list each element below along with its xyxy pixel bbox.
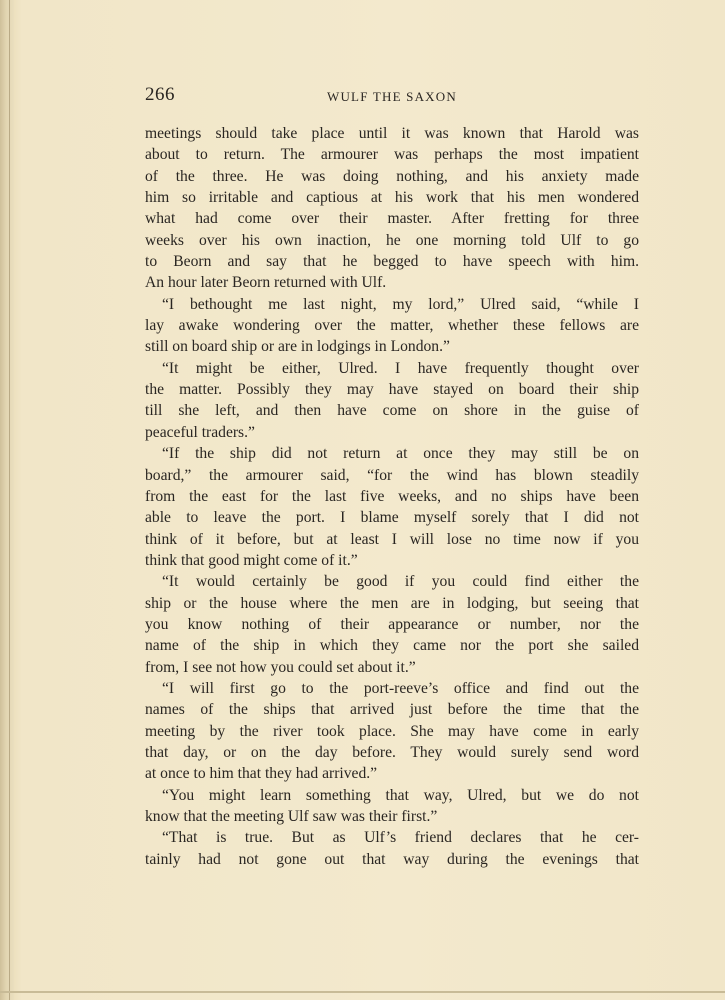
text-line: about to return. The armourer was perhaps the most impatient (145, 146, 639, 164)
text-line: still on board ship or are in lodgings in London.” (145, 338, 450, 356)
text-line: the matter. Possibly they may have stayed on board their ship (145, 381, 639, 399)
text-line: from the east for the last five weeks, and no ships have been (145, 487, 639, 505)
text-line: from, I see not how you could set about it.” (145, 658, 416, 676)
text-line: of the three. He was doing nothing, and his anxiety made (145, 167, 639, 185)
text-line: think that good might come of it.” (145, 551, 358, 569)
text-line: meeting by the river took place. She may have come in early (145, 722, 639, 740)
text-line: names of the ships that arrived just before the time that the (145, 701, 639, 719)
text-line: “I bethought me last night, my lord,” Ulred said, “while I (162, 295, 639, 313)
text-line: meetings should take place until it was known that Harold was (145, 125, 639, 142)
text-line: name of the ship in which they came nor the port she sailed (145, 637, 639, 655)
text-line: him so irritable and captious at his work that his men wondered (145, 189, 639, 207)
page-bottom-edge (0, 991, 725, 993)
text-line: till she left, and then have come on shore in the guise of (145, 402, 639, 420)
text-line: weeks over his own inaction, he one morning told Ulf to go (145, 231, 639, 249)
running-head: WULF THE SAXON (327, 89, 457, 104)
text-line: “I will first go to the port-reeve’s office and find out the (162, 679, 639, 697)
text-line: ship or the house where the men are in lodging, but seeing that (145, 594, 639, 612)
page-binding-edge (0, 0, 14, 1000)
text-line: lay awake wondering over the matter, whether these fellows are (145, 317, 639, 335)
text-line: what had come over their master. After fretting for three (145, 210, 639, 228)
text-line: able to leave the port. I blame myself sorely that I did not (145, 509, 639, 527)
text-line: board,” the armourer said, “for the wind has blown steadily (145, 466, 639, 484)
text-line: “You might learn something that way, Ulred, but we do not (162, 786, 639, 804)
page-header (145, 84, 639, 108)
text-line: that day, or on the day before. They would surely send word (145, 743, 639, 761)
text-line: tainly had not gone out that way during the evenings that (145, 850, 639, 868)
text-line: at once to him that they had arrived.” (145, 765, 378, 783)
binding-line (9, 0, 10, 1000)
page-number: 266 (145, 84, 175, 105)
text-line: “It might be either, Ulred. I have frequently thought over (162, 359, 639, 377)
text-line: An hour later Beorn returned with Ulf. (145, 274, 387, 292)
body-text (145, 123, 639, 870)
text-line: know that the meeting Ulf saw was their first.” (145, 808, 438, 825)
text-line: think of it before, but at least I will lose no time now if you (145, 530, 639, 548)
text-line: “That is true. But as Ulf’s friend declares that he cer- (162, 829, 639, 847)
text-line: “It would certainly be good if you could find either the (162, 573, 639, 591)
text-line: to Beorn and say that he begged to have speech with him. (145, 253, 639, 271)
text-line: you know nothing of their appearance or number, nor the (145, 615, 639, 633)
text-line: peaceful traders.” (145, 423, 255, 441)
text-line: “If the ship did not return at once they may still be on (162, 445, 639, 463)
